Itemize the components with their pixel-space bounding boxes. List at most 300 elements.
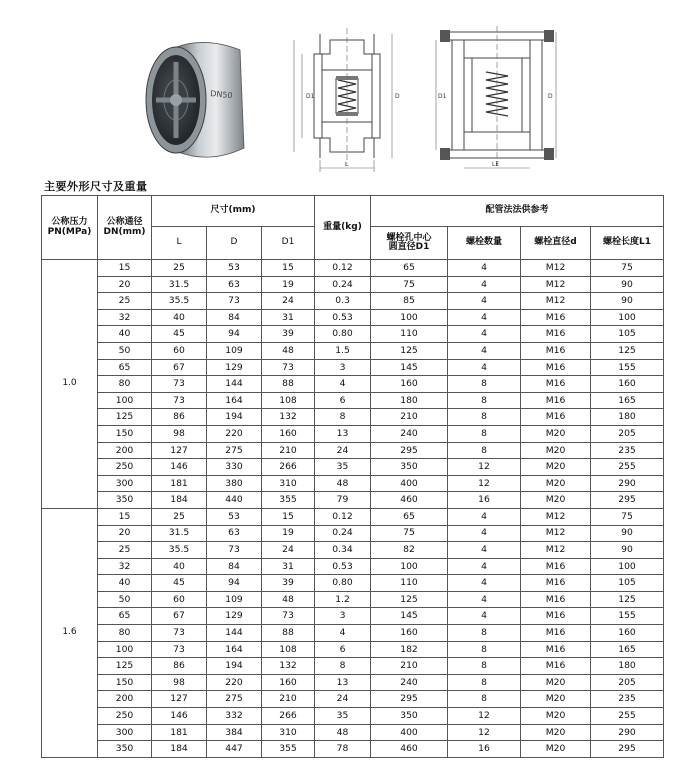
cell-weight: 24 xyxy=(315,691,371,708)
cell-bolt-dia: M20 xyxy=(521,459,591,476)
cell-bolt-len: 90 xyxy=(591,525,664,542)
cell-d1: 88 xyxy=(262,376,315,393)
cell-d1: 355 xyxy=(262,741,315,758)
cell-d1: 19 xyxy=(262,276,315,293)
cell-d: 220 xyxy=(207,425,262,442)
cell-d: 275 xyxy=(207,691,262,708)
cell-l: 146 xyxy=(152,459,207,476)
cell-weight: 48 xyxy=(315,475,371,492)
cell-bolt-dia: M20 xyxy=(521,425,591,442)
cell-bolt-dia: M12 xyxy=(521,542,591,559)
cell-dn: 40 xyxy=(98,326,152,343)
cell-bolt-len: 160 xyxy=(591,376,664,393)
cell-d1: 210 xyxy=(262,442,315,459)
cell-bolt-len: 125 xyxy=(591,342,664,359)
cell-d: 73 xyxy=(207,293,262,310)
cell-bolt-dia: M12 xyxy=(521,525,591,542)
cell-weight: 0.80 xyxy=(315,575,371,592)
cell-bolt-len: 125 xyxy=(591,591,664,608)
cell-dn: 300 xyxy=(98,475,152,492)
cell-dn: 20 xyxy=(98,525,152,542)
cell-bolt-dia: M16 xyxy=(521,558,591,575)
cell-d: 380 xyxy=(207,475,262,492)
cell-bolt-len: 205 xyxy=(591,674,664,691)
table-row xyxy=(42,260,664,277)
dim-label-d: D xyxy=(395,93,400,100)
cell-d1: 39 xyxy=(262,326,315,343)
cell-d: 220 xyxy=(207,674,262,691)
cell-d: 384 xyxy=(207,724,262,741)
cell-bolt-count: 4 xyxy=(448,276,521,293)
cell-bolt-count: 12 xyxy=(448,708,521,725)
cell-bolt-dia: M20 xyxy=(521,741,591,758)
cell-bolt-count: 4 xyxy=(448,558,521,575)
cell-weight: 8 xyxy=(315,409,371,426)
cell-d: 129 xyxy=(207,359,262,376)
cell-dn: 15 xyxy=(98,508,152,525)
cell-bolt-dia: M16 xyxy=(521,326,591,343)
header-d: D xyxy=(207,227,262,260)
cell-dn: 32 xyxy=(98,309,152,326)
valve-photo xyxy=(140,34,258,166)
cell-dn: 65 xyxy=(98,608,152,625)
cell-bolt-len: 235 xyxy=(591,442,664,459)
cell-bolt-count: 8 xyxy=(448,442,521,459)
cell-weight: 4 xyxy=(315,625,371,642)
cell-d1: 48 xyxy=(262,342,315,359)
cell-weight: 1.2 xyxy=(315,591,371,608)
table-row xyxy=(42,309,664,326)
cell-weight: 6 xyxy=(315,392,371,409)
cell-d: 164 xyxy=(207,392,262,409)
cell-weight: 3 xyxy=(315,359,371,376)
cell-bolt-dia: M20 xyxy=(521,724,591,741)
cell-bolt-count: 4 xyxy=(448,342,521,359)
cell-bolt-len: 290 xyxy=(591,475,664,492)
cell-l: 67 xyxy=(152,359,207,376)
header-piping: 配管法法供参考 xyxy=(371,196,664,227)
cell-dn: 200 xyxy=(98,691,152,708)
cell-weight: 0.24 xyxy=(315,276,371,293)
cell-l: 60 xyxy=(152,342,207,359)
cell-bolt-count: 12 xyxy=(448,459,521,476)
cell-l: 45 xyxy=(152,575,207,592)
cell-bolt-count: 4 xyxy=(448,608,521,625)
header-pn: 公称压力 PN(MPa) xyxy=(42,196,98,260)
cell-weight: 6 xyxy=(315,641,371,658)
cell-bolt-dia: M12 xyxy=(521,508,591,525)
cell-bolt-count: 8 xyxy=(448,425,521,442)
cell-bolt-len: 255 xyxy=(591,459,664,476)
cell-d1: 132 xyxy=(262,409,315,426)
installed-drawing xyxy=(432,18,562,174)
cell-d1: 15 xyxy=(262,260,315,277)
cell-d: 440 xyxy=(207,492,262,509)
cell-d1: 73 xyxy=(262,608,315,625)
cell-dn: 150 xyxy=(98,674,152,691)
header-bolt-dia: 螺栓直径d xyxy=(521,227,591,260)
cell-bolt-dia: M16 xyxy=(521,625,591,642)
cell-bolt-len: 105 xyxy=(591,326,664,343)
cell-dn: 80 xyxy=(98,625,152,642)
cell-bolt-count: 8 xyxy=(448,641,521,658)
cell-d: 63 xyxy=(207,525,262,542)
cell-bolt-dia: M12 xyxy=(521,293,591,310)
cell-bolt-hole-dia: 240 xyxy=(371,674,448,691)
cell-d: 332 xyxy=(207,708,262,725)
header-bolt-hole: 螺栓孔中心 圆直径D1 xyxy=(371,227,448,260)
cell-bolt-hole-dia: 295 xyxy=(371,691,448,708)
cell-l: 181 xyxy=(152,475,207,492)
cell-weight: 79 xyxy=(315,492,371,509)
table-row xyxy=(42,442,664,459)
cell-l: 73 xyxy=(152,376,207,393)
cell-bolt-len: 100 xyxy=(591,558,664,575)
table-row xyxy=(42,326,664,343)
cell-bolt-len: 255 xyxy=(591,708,664,725)
cell-bolt-dia: M20 xyxy=(521,475,591,492)
table-row xyxy=(42,276,664,293)
dim-label-d-front: D xyxy=(548,93,553,100)
cell-weight: 0.80 xyxy=(315,326,371,343)
cell-d1: 48 xyxy=(262,591,315,608)
cell-d: 129 xyxy=(207,608,262,625)
cell-l: 184 xyxy=(152,741,207,758)
table-row xyxy=(42,625,664,642)
cell-bolt-hole-dia: 460 xyxy=(371,492,448,509)
table-row xyxy=(42,525,664,542)
cell-dn: 20 xyxy=(98,276,152,293)
table-row xyxy=(42,359,664,376)
header-bolt-count: 螺栓数量 xyxy=(448,227,521,260)
table-row xyxy=(42,475,664,492)
cell-bolt-hole-dia: 460 xyxy=(371,741,448,758)
cell-bolt-hole-dia: 240 xyxy=(371,425,448,442)
table-row xyxy=(42,409,664,426)
cell-bolt-dia: M16 xyxy=(521,409,591,426)
cell-d1: 266 xyxy=(262,459,315,476)
cell-bolt-dia: M16 xyxy=(521,591,591,608)
cell-l: 35.5 xyxy=(152,293,207,310)
cell-d: 194 xyxy=(207,409,262,426)
cell-dn: 100 xyxy=(98,641,152,658)
table-row xyxy=(42,641,664,658)
cell-d1: 310 xyxy=(262,475,315,492)
cell-weight: 1.5 xyxy=(315,342,371,359)
cell-bolt-len: 75 xyxy=(591,260,664,277)
cell-bolt-dia: M20 xyxy=(521,708,591,725)
cell-bolt-len: 155 xyxy=(591,359,664,376)
table-row xyxy=(42,575,664,592)
cell-l: 45 xyxy=(152,326,207,343)
cell-l: 86 xyxy=(152,409,207,426)
cell-bolt-count: 4 xyxy=(448,326,521,343)
cell-bolt-len: 90 xyxy=(591,542,664,559)
cell-l: 31.5 xyxy=(152,276,207,293)
cell-bolt-count: 4 xyxy=(448,359,521,376)
cell-l: 73 xyxy=(152,625,207,642)
cell-bolt-hole-dia: 125 xyxy=(371,342,448,359)
cell-d: 144 xyxy=(207,625,262,642)
cell-bolt-len: 180 xyxy=(591,658,664,675)
cell-weight: 48 xyxy=(315,724,371,741)
table-row xyxy=(42,376,664,393)
side-section-drawing xyxy=(282,18,412,174)
cell-bolt-count: 8 xyxy=(448,625,521,642)
cell-d1: 160 xyxy=(262,425,315,442)
cell-d1: 108 xyxy=(262,392,315,409)
cell-d: 194 xyxy=(207,658,262,675)
header-weight: 重量(kg) xyxy=(315,196,371,260)
cell-weight: 0.12 xyxy=(315,508,371,525)
cell-bolt-hole-dia: 400 xyxy=(371,475,448,492)
cell-bolt-len: 165 xyxy=(591,641,664,658)
table-row xyxy=(42,741,664,758)
cell-bolt-len: 165 xyxy=(591,392,664,409)
table-body xyxy=(42,260,664,758)
cell-d1: 24 xyxy=(262,542,315,559)
cell-bolt-len: 160 xyxy=(591,625,664,642)
table-row xyxy=(42,724,664,741)
cell-d: 94 xyxy=(207,326,262,343)
cell-weight: 0.53 xyxy=(315,309,371,326)
dim-label-d1-front: D1 xyxy=(438,93,447,100)
cell-bolt-len: 235 xyxy=(591,691,664,708)
cell-weight: 13 xyxy=(315,425,371,442)
cell-bolt-len: 75 xyxy=(591,508,664,525)
cell-bolt-dia: M16 xyxy=(521,359,591,376)
cell-weight: 0.3 xyxy=(315,293,371,310)
cell-d1: 88 xyxy=(262,625,315,642)
cell-bolt-count: 8 xyxy=(448,409,521,426)
cell-d1: 355 xyxy=(262,492,315,509)
table-row xyxy=(42,508,664,525)
cell-dn: 350 xyxy=(98,741,152,758)
cell-weight: 0.12 xyxy=(315,260,371,277)
cell-bolt-count: 8 xyxy=(448,392,521,409)
table-row xyxy=(42,293,664,310)
table-row xyxy=(42,342,664,359)
cell-dn: 350 xyxy=(98,492,152,509)
cell-bolt-hole-dia: 110 xyxy=(371,575,448,592)
cell-l: 31.5 xyxy=(152,525,207,542)
cell-d1: 31 xyxy=(262,309,315,326)
cell-dn: 65 xyxy=(98,359,152,376)
cell-weight: 78 xyxy=(315,741,371,758)
cell-bolt-hole-dia: 82 xyxy=(371,542,448,559)
cell-l: 184 xyxy=(152,492,207,509)
cell-bolt-hole-dia: 210 xyxy=(371,658,448,675)
cell-dn: 300 xyxy=(98,724,152,741)
cell-dn: 125 xyxy=(98,658,152,675)
cell-l: 35.5 xyxy=(152,542,207,559)
header-bolt-len: 螺栓长度L1 xyxy=(591,227,664,260)
cell-bolt-hole-dia: 145 xyxy=(371,608,448,625)
cell-d: 53 xyxy=(207,260,262,277)
cell-l: 146 xyxy=(152,708,207,725)
cell-d1: 31 xyxy=(262,558,315,575)
cell-d: 94 xyxy=(207,575,262,592)
cell-weight: 3 xyxy=(315,608,371,625)
cell-d: 144 xyxy=(207,376,262,393)
cell-bolt-len: 295 xyxy=(591,741,664,758)
cell-dn: 250 xyxy=(98,708,152,725)
cell-bolt-dia: M16 xyxy=(521,575,591,592)
cell-bolt-count: 4 xyxy=(448,293,521,310)
cell-bolt-count: 8 xyxy=(448,658,521,675)
header-size: 尺寸(mm) xyxy=(152,196,315,227)
cell-dn: 125 xyxy=(98,409,152,426)
cell-d1: 15 xyxy=(262,508,315,525)
cell-d: 63 xyxy=(207,276,262,293)
cell-bolt-dia: M20 xyxy=(521,691,591,708)
cell-bolt-dia: M12 xyxy=(521,276,591,293)
cell-bolt-hole-dia: 210 xyxy=(371,409,448,426)
table-row xyxy=(42,542,664,559)
cell-d1: 160 xyxy=(262,674,315,691)
cell-bolt-count: 16 xyxy=(448,741,521,758)
cell-bolt-hole-dia: 180 xyxy=(371,392,448,409)
cell-l: 86 xyxy=(152,658,207,675)
cell-bolt-len: 90 xyxy=(591,276,664,293)
cell-bolt-hole-dia: 125 xyxy=(371,591,448,608)
pressure-group-cell: 1.6 xyxy=(42,508,98,757)
cell-l: 98 xyxy=(152,425,207,442)
cell-bolt-len: 100 xyxy=(591,309,664,326)
cell-bolt-hole-dia: 145 xyxy=(371,359,448,376)
cell-bolt-len: 105 xyxy=(591,575,664,592)
cell-bolt-dia: M16 xyxy=(521,376,591,393)
cell-bolt-count: 4 xyxy=(448,508,521,525)
cell-dn: 25 xyxy=(98,293,152,310)
cell-bolt-count: 12 xyxy=(448,475,521,492)
cell-bolt-len: 295 xyxy=(591,492,664,509)
cell-d1: 266 xyxy=(262,708,315,725)
cell-l: 67 xyxy=(152,608,207,625)
cell-bolt-hole-dia: 100 xyxy=(371,558,448,575)
cell-dn: 32 xyxy=(98,558,152,575)
pressure-group-cell: 1.0 xyxy=(42,260,98,509)
cell-d: 73 xyxy=(207,542,262,559)
cell-bolt-hole-dia: 100 xyxy=(371,309,448,326)
cell-bolt-dia: M16 xyxy=(521,641,591,658)
cell-bolt-dia: M20 xyxy=(521,492,591,509)
cell-dn: 50 xyxy=(98,342,152,359)
cell-bolt-hole-dia: 182 xyxy=(371,641,448,658)
table-row xyxy=(42,492,664,509)
cell-d: 164 xyxy=(207,641,262,658)
cell-dn: 25 xyxy=(98,542,152,559)
cell-d1: 108 xyxy=(262,641,315,658)
cell-l: 127 xyxy=(152,691,207,708)
cell-bolt-dia: M16 xyxy=(521,658,591,675)
cell-weight: 13 xyxy=(315,674,371,691)
cell-bolt-hole-dia: 160 xyxy=(371,625,448,642)
cell-weight: 4 xyxy=(315,376,371,393)
header-d1: D1 xyxy=(262,227,315,260)
table-row xyxy=(42,708,664,725)
cell-dn: 50 xyxy=(98,591,152,608)
cell-dn: 15 xyxy=(98,260,152,277)
section-heading: 主要外形尺寸及重量 xyxy=(44,180,148,193)
dim-label-le: LE xyxy=(492,161,500,168)
table-row xyxy=(42,608,664,625)
valve-marking: DN50 xyxy=(209,89,233,101)
cell-bolt-hole-dia: 110 xyxy=(371,326,448,343)
cell-d1: 210 xyxy=(262,691,315,708)
cell-d1: 310 xyxy=(262,724,315,741)
cell-bolt-len: 180 xyxy=(591,409,664,426)
cell-l: 60 xyxy=(152,591,207,608)
cell-bolt-count: 4 xyxy=(448,309,521,326)
cell-l: 73 xyxy=(152,641,207,658)
cell-d: 275 xyxy=(207,442,262,459)
cell-weight: 0.34 xyxy=(315,542,371,559)
cell-weight: 24 xyxy=(315,442,371,459)
cell-d1: 19 xyxy=(262,525,315,542)
cell-bolt-hole-dia: 65 xyxy=(371,260,448,277)
cell-l: 73 xyxy=(152,392,207,409)
cell-dn: 40 xyxy=(98,575,152,592)
cell-l: 127 xyxy=(152,442,207,459)
cell-l: 25 xyxy=(152,508,207,525)
cell-weight: 0.53 xyxy=(315,558,371,575)
header-l: L xyxy=(152,227,207,260)
cell-weight: 8 xyxy=(315,658,371,675)
cell-d: 53 xyxy=(207,508,262,525)
cell-bolt-len: 155 xyxy=(591,608,664,625)
cell-d1: 24 xyxy=(262,293,315,310)
cell-weight: 35 xyxy=(315,708,371,725)
cell-d1: 73 xyxy=(262,359,315,376)
cell-bolt-count: 4 xyxy=(448,260,521,277)
cell-bolt-dia: M16 xyxy=(521,608,591,625)
cell-d: 109 xyxy=(207,591,262,608)
dim-label-l: L xyxy=(345,161,349,168)
cell-l: 98 xyxy=(152,674,207,691)
table-row xyxy=(42,558,664,575)
cell-bolt-count: 4 xyxy=(448,542,521,559)
cell-bolt-hole-dia: 350 xyxy=(371,708,448,725)
cell-bolt-dia: M16 xyxy=(521,342,591,359)
cell-d1: 132 xyxy=(262,658,315,675)
cell-d: 84 xyxy=(207,558,262,575)
cell-dn: 100 xyxy=(98,392,152,409)
cell-bolt-dia: M16 xyxy=(521,392,591,409)
cell-bolt-count: 16 xyxy=(448,492,521,509)
table-row xyxy=(42,674,664,691)
cell-bolt-dia: M16 xyxy=(521,309,591,326)
cell-bolt-count: 4 xyxy=(448,575,521,592)
cell-bolt-hole-dia: 65 xyxy=(371,508,448,525)
cell-bolt-count: 8 xyxy=(448,674,521,691)
cell-dn: 150 xyxy=(98,425,152,442)
table-row xyxy=(42,591,664,608)
cell-dn: 80 xyxy=(98,376,152,393)
table-row xyxy=(42,459,664,476)
cell-bolt-len: 205 xyxy=(591,425,664,442)
cell-d: 330 xyxy=(207,459,262,476)
cell-l: 40 xyxy=(152,309,207,326)
cell-weight: 0.24 xyxy=(315,525,371,542)
cell-l: 25 xyxy=(152,260,207,277)
cell-d: 84 xyxy=(207,309,262,326)
cell-bolt-dia: M20 xyxy=(521,442,591,459)
cell-bolt-dia: M12 xyxy=(521,260,591,277)
table-row xyxy=(42,691,664,708)
cell-bolt-count: 8 xyxy=(448,376,521,393)
dimension-table xyxy=(41,195,664,758)
